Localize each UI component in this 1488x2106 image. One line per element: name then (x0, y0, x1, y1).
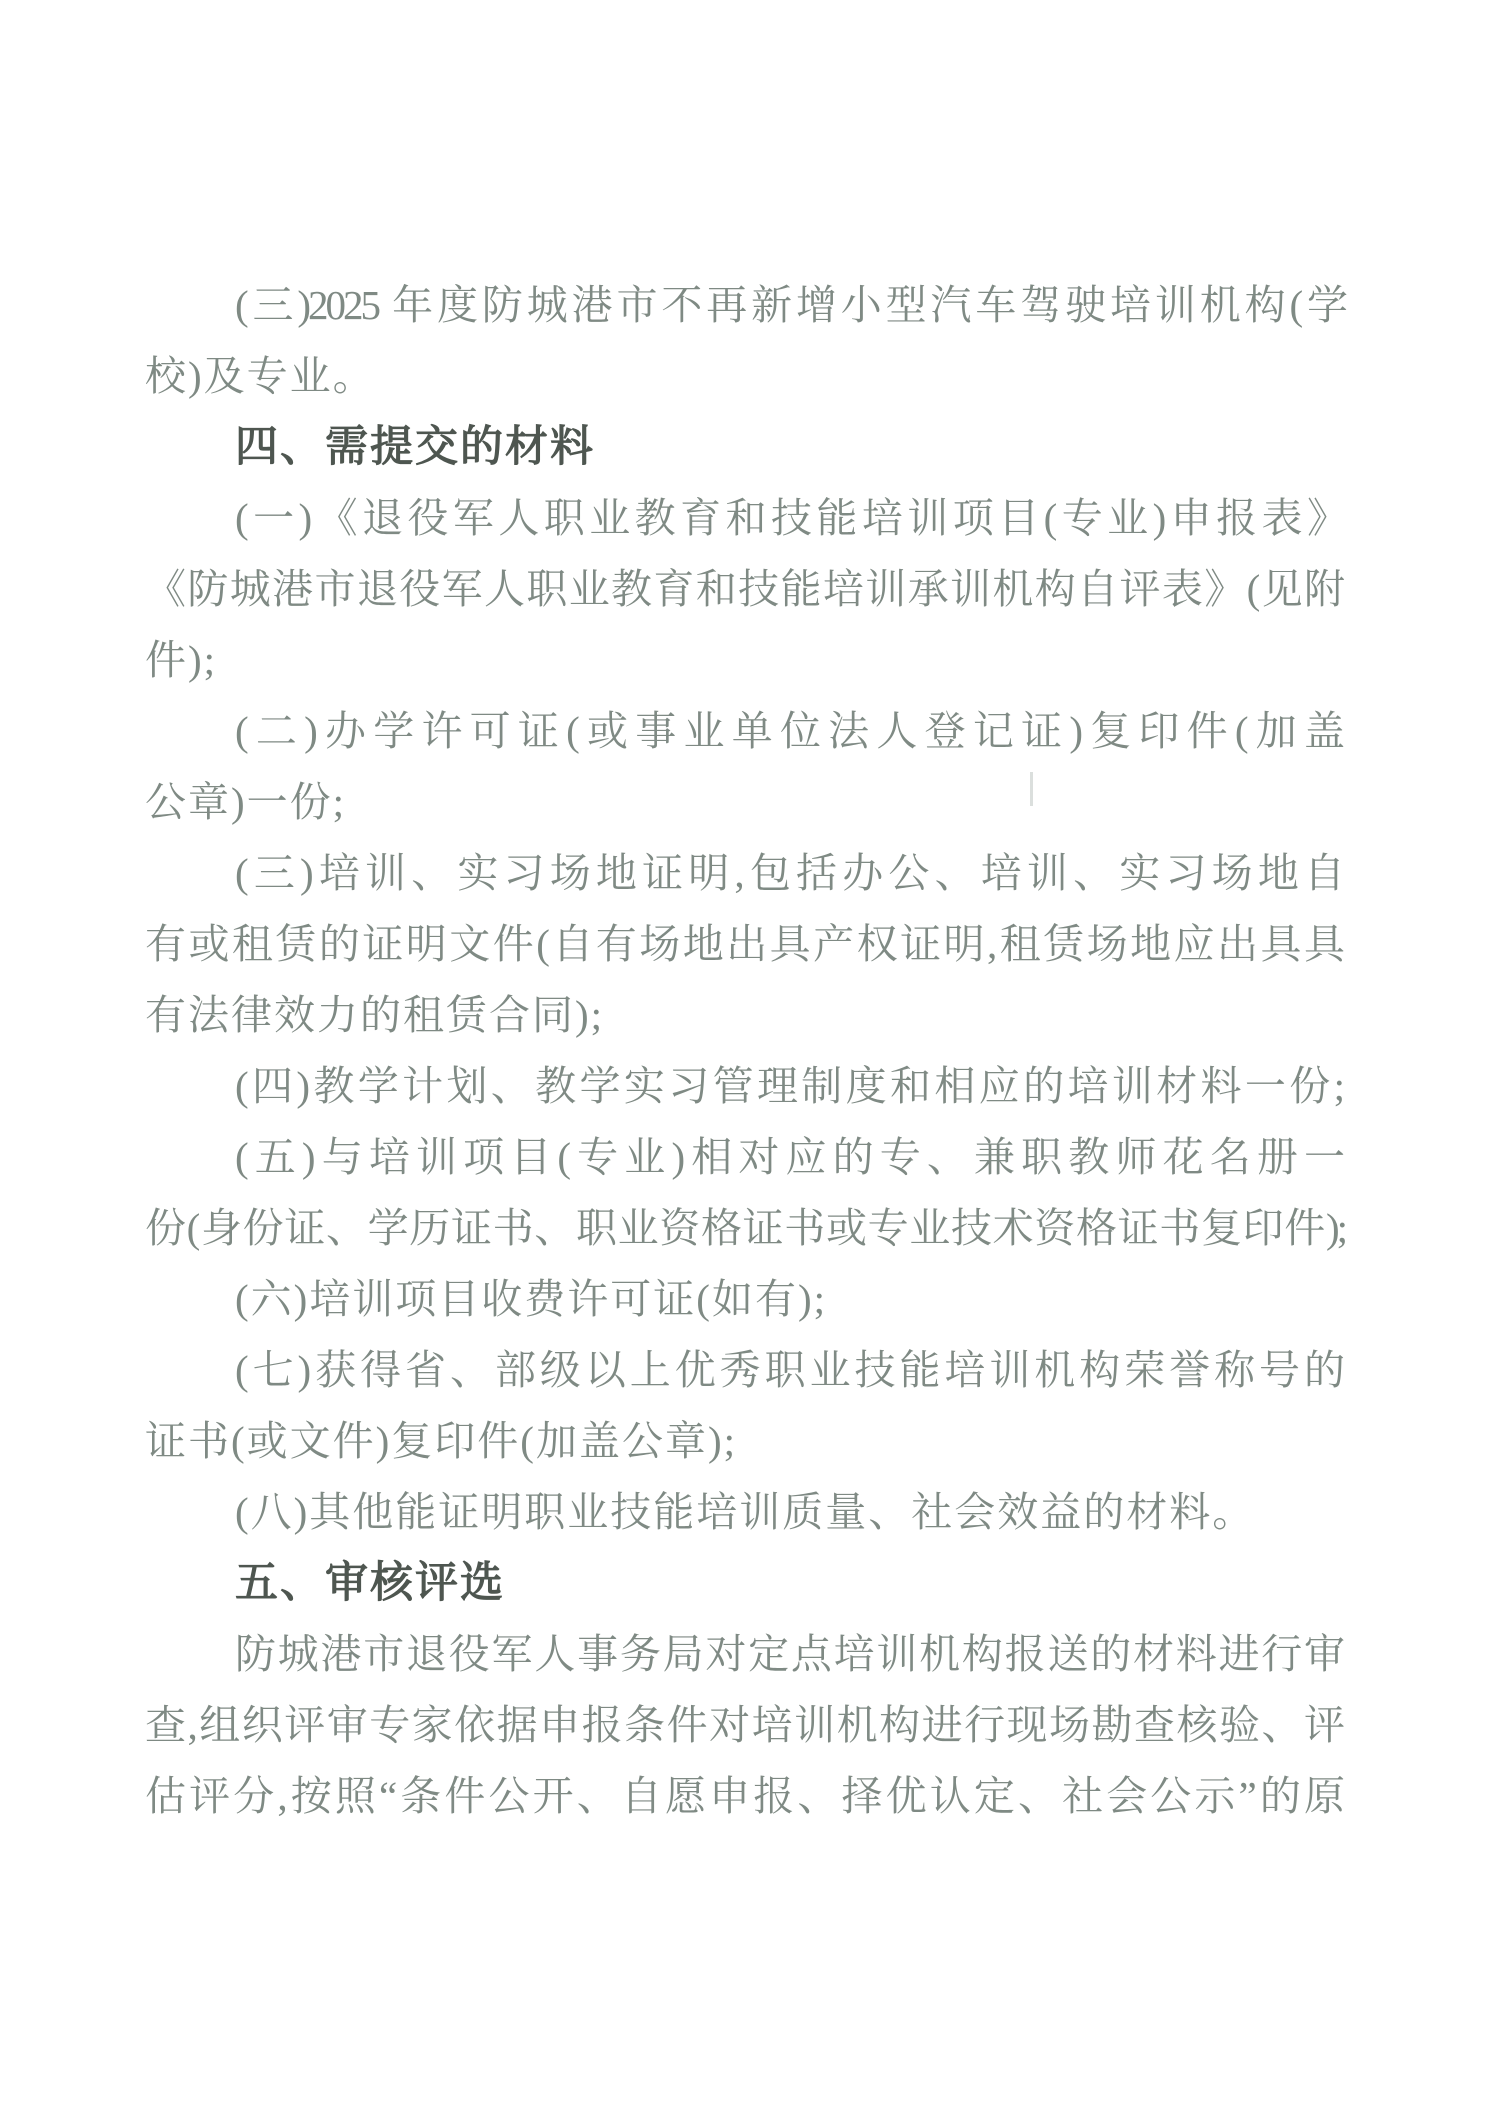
paragraph-line: (五)与培训项目(专业)相对应的专、兼职教师花名册一 (235, 1134, 1345, 1180)
paragraph-line: 有或租赁的证明文件(自有场地出具产权证明,租赁场地应出具具 (145, 921, 1345, 967)
paragraph-line: (一)《退役军人职业教育和技能培训项目(专业)申报表》 (235, 495, 1345, 541)
paragraph-line: 份(身份证、学历证书、职业资格证书或专业技术资格证书复印件); (145, 1205, 1345, 1251)
paragraph-line: (三)2025 年度防城港市不再新增小型汽车驾驶培训机构(学 (235, 282, 1345, 328)
section-heading-materials: 四、需提交的材料 (235, 423, 595, 471)
paragraph-line: 防城港市退役军人事务局对定点培训机构报送的材料进行审 (235, 1631, 1345, 1677)
paragraph-line: 《防城港市退役军人职业教育和技能培训承训机构自评表》(见附 (145, 566, 1345, 612)
paragraph-line: 公章)一份; (145, 779, 347, 825)
paragraph-line: (八)其他能证明职业技能培训质量、社会效益的材料。 (235, 1489, 1256, 1535)
paragraph-line: 估评分,按照“条件公开、自愿申报、择优认定、社会公示”的原 (145, 1773, 1345, 1819)
paragraph-line: (四)教学计划、教学实习管理制度和相应的培训材料一份; (235, 1063, 1345, 1109)
paragraph-line: 证书(或文件)复印件(加盖公章); (145, 1418, 738, 1464)
paragraph-line: (六)培训项目收费许可证(如有); (235, 1276, 828, 1322)
document-text-block (145, 270, 1345, 1832)
paragraph-line: (七)获得省、部级以上优秀职业技能培训机构荣誉称号的 (235, 1347, 1345, 1393)
paragraph-line: 查,组织评审专家依据申报条件对培训机构进行现场勘查核验、评 (145, 1702, 1345, 1748)
paragraph-line: (二)办学许可证(或事业单位法人登记证)复印件(加盖 (235, 708, 1345, 754)
section-heading-review: 五、审核评选 (235, 1559, 505, 1607)
paragraph-line: (三)培训、实习场地证明,包括办公、培训、实习场地自 (235, 850, 1345, 896)
paragraph-line: 件); (145, 637, 218, 683)
paragraph-line: 校)及专业。 (145, 353, 376, 399)
paragraph-line: 有法律效力的租赁合同); (145, 992, 605, 1038)
